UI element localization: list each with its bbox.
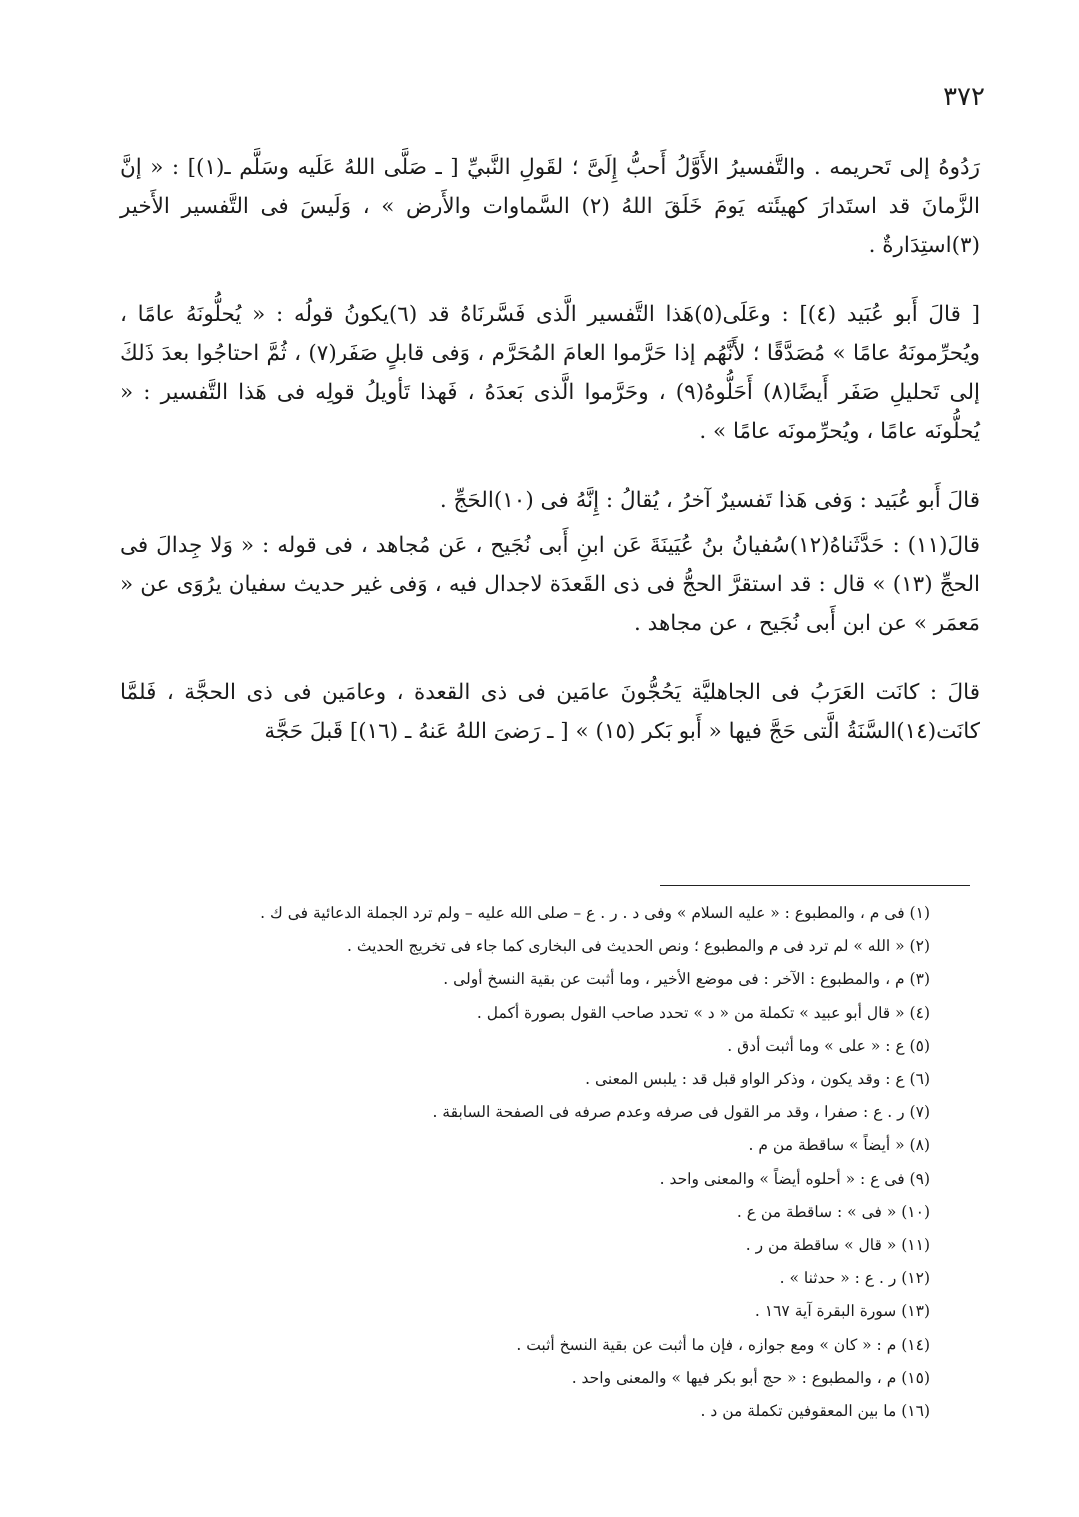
footnote-2: (٢) « الله » لم ترد فى م والمطبوع ؛ ونص الحديث فى البخارى كما جاء فى تخريج الحديث . — [347, 937, 930, 956]
footnote-5: (٥) ع : « على » وما أثبت أدق . — [727, 1036, 930, 1055]
main-text — [120, 148, 980, 781]
footnote-11: (١١) « قال » ساقطة من ر . — [745, 1236, 930, 1255]
footnotes — [190, 897, 930, 1428]
footnote-3: (٣) م ، والمطبوع : الآخر : فى موضع الأخير ، وما أثبت عن بقية النسخ أولى . — [443, 970, 930, 989]
page-number: ٣٧٢ — [943, 82, 985, 112]
footnote-1: (١) فى م ، والمطبوع : « عليه السلام » وفى د . ر . ع – صلى الله عليه – ولم ترد الجملة الدعائية فى ك . — [260, 904, 930, 922]
footnote-9: (٩) فى ع : « أحلوه أيضاً » والمعنى واحد . — [659, 1169, 930, 1188]
paragraph-2: [ قالَ أَبو عُبَيد (٤)] : وعَلَى(٥)هَذا التَّفسير الَّذى فَسَّرنَاهُ قد (٦)يكونُ قولُه : « يُحلُّونَهُ عامًا ، ويُحرِّمونَهُ عامًا » مُصَدَّقًا ؛ لأَنَّهُم إذا حَرَّموا العامَ المُحَرَّم ، وَفى قابلٍ صَفَر(٧) ، ثُمَّ احتاجُوا بعدَ ذَلكَ إلى تَحليلِ صَفَر أَيضًا(٨) أَحَلُّوهُ(٩) ، وحَرَّموا الَّذى بَعدَهُ ، فَهذا تَأويلُ قولِه فى هَذا التَّفسير : « يُحلُّونَه عامًا ، ويُحرِّمونَه عامًا » . — [120, 302, 980, 444]
paragraph-4: قالَ(١١) : حَدَّثَناهُ(١٢)سُفيانُ بنُ عُيَينَةَ عَن ابنِ أَبى نُجَيح ، عَن مُجاهد ، فى قوله : « وَلا جِدالَ فى الحجِّ (١٣) » قال : قد استقرَّ الحجُّ فى ذى القَعدَة لاجدال فيه ، وَفى غير حديث سفيان يرُوَى عن « مَعمَر » عن ابن أَبى نُجَيح ، عن مجاهد . — [120, 533, 980, 636]
footnote-7: (٧) ر . ع : صفرا ، وقد مر القول فى صرفه وعدم صرفه فى الصفحة السابقة . — [432, 1103, 930, 1122]
footnote-divider — [660, 885, 970, 886]
footnote-8: (٨) « أيضاً » ساقطة من م . — [748, 1136, 930, 1155]
footnote-10: (١٠) « فى » : ساقطة من ع . — [736, 1202, 930, 1221]
footnote-16: (١٦) ما بين المعقوفين تكملة من د . — [700, 1402, 930, 1421]
footnote-15: (١٥) م ، والمطبوع : « حج أبو بكر فيها » والمعنى واحد . — [571, 1368, 930, 1387]
paragraph-1: رَدُوهُ إلى تَحريمه . والتَّفسيرُ الأَوَّلُ أَحبُّ إِلَىَّ ؛ لقَولِ النَّبيِّ [ ـ صَلَّى اللهُ عَلَيه وسَلَّم ـ(١)] : « إنَّ الزَّمانَ قد استَدارَ كهيئَته يَومَ خَلَقَ اللهُ (٢) السَّماوات والأَرض » ، وَلَيسَ فى التَّفسير الأَخير (٣)استِدَارةٌ . — [120, 155, 980, 258]
footnote-4: (٤) « قال أبو عبيد » تكملة من « د » تحدد صاحب القول بصورة أكمل . — [476, 1003, 930, 1022]
paragraph-3: قالَ أَبو عُبَيد : وَفى هَذا تَفسيرٌ آخرُ ، يُقالُ : إِنَّهُ فى (١٠)الحَجِّ . — [439, 488, 980, 513]
footnote-14: (١٤) م : « كان » ومع جوازه ، فإن ما أثبت عن بقية النسخ أثبت . — [516, 1335, 930, 1354]
footnote-6: (٦) ع : وقد يكون ، وذكر الواو قبل قد : يلبس المعنى . — [585, 1070, 930, 1089]
footnote-12: (١٢) ر . ع : « حدثنا » . — [779, 1269, 930, 1288]
paragraph-5: قالَ : كانَت العَرَبُ فى الجاهليَّة يَحُجُّونَ عامَين فى ذى القعدة ، وعامَين فى ذى الحجَّة ، فَلمَّا كانَت(١٤)السَّنَةُ الَّتى حَجَّ فيها « أَبو بَكر (١٥) » [ ـ رَضىَ اللهُ عَنهُ ـ (١٦)] قَبلَ حَجَّة — [120, 680, 980, 744]
footnote-13: (١٣) سورة البقرة آية ١٦٧ . — [754, 1302, 930, 1321]
